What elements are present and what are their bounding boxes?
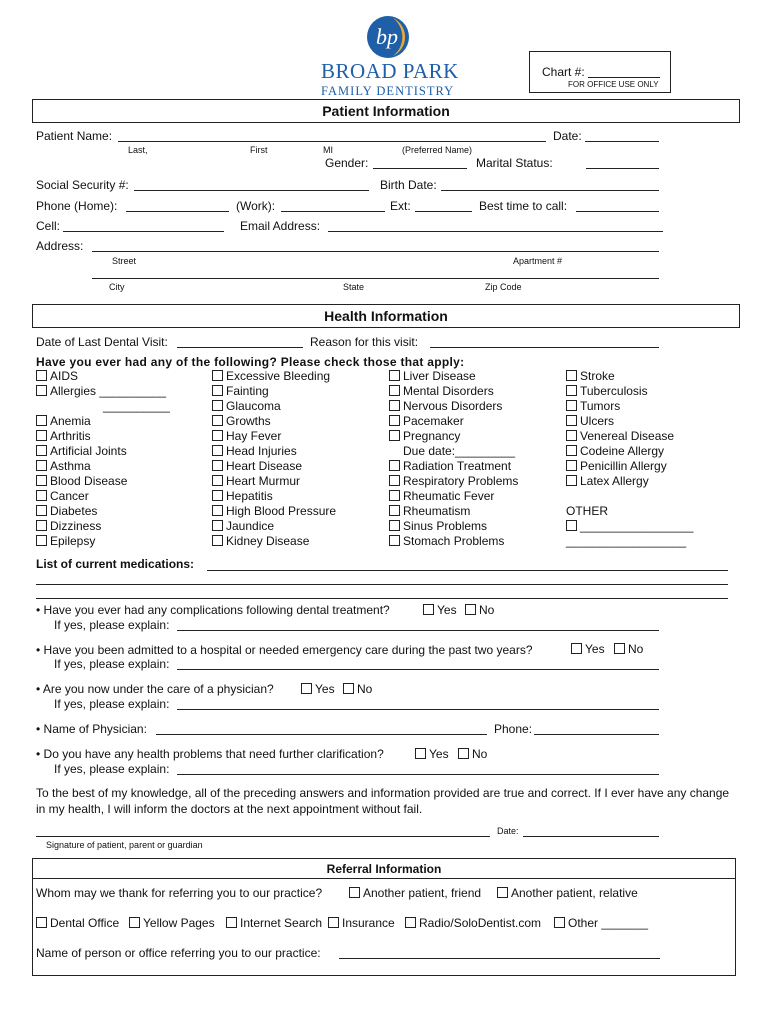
gender-label: Gender:: [325, 156, 369, 170]
referral-opt-relative[interactable]: Another patient, relative: [497, 886, 638, 900]
q2-text: • Have you been admitted to a hospital or needed emergency care during the past two years?: [36, 643, 533, 657]
checkbox[interactable]: [389, 490, 400, 501]
q1-text: • Have you ever had any complications following dental treatment?: [36, 603, 390, 617]
last-visit-field[interactable]: [177, 347, 303, 348]
condition-item[interactable]: Jaundice: [212, 519, 336, 534]
condition-item[interactable]: Ulcers: [566, 414, 693, 429]
referral-opt-internet[interactable]: Internet Search: [226, 916, 322, 930]
zip-label: Zip Code: [485, 282, 522, 292]
checkbox[interactable]: [36, 415, 47, 426]
ext-label: Ext:: [390, 199, 411, 213]
condition-item[interactable]: Head Injuries: [212, 444, 336, 459]
chart-box: [529, 51, 671, 93]
physician-phone-label: Phone:: [494, 722, 533, 736]
condition-item[interactable]: Hay Fever: [212, 429, 336, 444]
condition-item[interactable]: Mental Disorders: [389, 384, 518, 399]
checkbox[interactable]: [614, 643, 625, 654]
condition-item[interactable]: Rheumatic Fever: [389, 489, 518, 504]
q1-no[interactable]: No: [465, 603, 494, 617]
medications-label: List of current medications:: [36, 557, 195, 571]
condition-item[interactable]: Cancer: [36, 489, 170, 504]
logo-mark-icon: [365, 14, 411, 60]
q1-explain-field[interactable]: [177, 630, 659, 631]
checkbox[interactable]: [465, 604, 476, 615]
checkbox[interactable]: [566, 475, 577, 486]
medications-field-1[interactable]: [207, 570, 728, 571]
ext-field[interactable]: [415, 211, 472, 212]
condition-item[interactable]: Stomach Problems: [389, 534, 518, 549]
last-visit-label: Date of Last Dental Visit:: [36, 335, 168, 349]
physician-phone-field[interactable]: [534, 734, 659, 735]
conditions-col4: [566, 369, 693, 549]
checkbox[interactable]: [566, 415, 577, 426]
condition-item[interactable]: Liver Disease: [389, 369, 518, 384]
checkbox[interactable]: [389, 520, 400, 531]
checkbox[interactable]: [129, 917, 140, 928]
medications-field-2[interactable]: [36, 584, 728, 585]
condition-item[interactable]: Asthma: [36, 459, 170, 474]
checkbox[interactable]: [212, 460, 223, 471]
checkbox[interactable]: [212, 370, 223, 381]
chart-note: FOR OFFICE USE ONLY: [568, 80, 659, 89]
signature-field[interactable]: [36, 836, 490, 837]
checkbox[interactable]: [36, 535, 47, 546]
allergies-extra-line[interactable]: __________: [103, 399, 170, 413]
other-extra-line[interactable]: __________________: [566, 534, 687, 548]
checkbox[interactable]: [389, 400, 400, 411]
checkbox[interactable]: [301, 683, 312, 694]
checkbox[interactable]: [497, 887, 508, 898]
condition-item[interactable]: Blood Disease: [36, 474, 170, 489]
date-field[interactable]: [585, 141, 659, 142]
condition-item[interactable]: Nervous Disorders: [389, 399, 518, 414]
checkbox[interactable]: [389, 415, 400, 426]
marital-field[interactable]: [586, 168, 659, 169]
condition-item[interactable]: Tumors: [566, 399, 693, 414]
checkbox[interactable]: [36, 490, 47, 501]
referrer-name-field[interactable]: [339, 958, 660, 959]
checkbox[interactable]: [566, 520, 577, 531]
q5-explain-field[interactable]: [177, 774, 659, 775]
condition-item[interactable]: Pregnancy: [389, 429, 518, 444]
conditions-col1: [36, 369, 170, 549]
signature-label: Signature of patient, parent or guardian: [46, 840, 203, 850]
q3-explain-field[interactable]: [177, 709, 659, 710]
sub-last: Last,: [128, 145, 148, 155]
referral-opt-friend[interactable]: Another patient, friend: [349, 886, 481, 900]
referral-opt-insurance[interactable]: Insurance: [328, 916, 395, 930]
checkbox[interactable]: [212, 415, 223, 426]
condition-item[interactable]: Hepatitis: [212, 489, 336, 504]
condition-item[interactable]: Venereal Disease: [566, 429, 693, 444]
date-label: Date:: [553, 129, 582, 143]
referral-opt-yellow-pages[interactable]: Yellow Pages: [129, 916, 215, 930]
medications-field-3[interactable]: [36, 598, 728, 599]
state-label: State: [343, 282, 365, 292]
q2-explain-field[interactable]: [177, 669, 659, 670]
logo-line2: FAMILY DENTISTRY: [321, 84, 455, 98]
checkbox[interactable]: [566, 400, 577, 411]
q5-yes[interactable]: Yes: [415, 747, 449, 761]
condition-item[interactable]: Arthritis: [36, 429, 170, 444]
condition-item[interactable]: Tuberculosis: [566, 384, 693, 399]
condition-item[interactable]: Latex Allergy: [566, 474, 693, 489]
checkbox[interactable]: [212, 445, 223, 456]
checkbox[interactable]: [212, 505, 223, 516]
reason-label: Reason for this visit:: [310, 335, 419, 349]
checkbox[interactable]: [36, 505, 47, 516]
condition-item[interactable]: Epilepsy: [36, 534, 170, 549]
condition-item[interactable]: Excessive Bleeding: [212, 369, 336, 384]
q3-no[interactable]: No: [343, 682, 372, 696]
condition-item[interactable]: Artificial Joints: [36, 444, 170, 459]
ssn-label: Social Security #:: [36, 178, 129, 192]
condition-item[interactable]: High Blood Pressure: [212, 504, 336, 519]
logo-line1: BROAD PARK: [321, 59, 459, 83]
q3-explain-label: If yes, please explain:: [54, 697, 170, 711]
signature-date-field[interactable]: [523, 836, 659, 837]
condition-item[interactable]: Respiratory Problems: [389, 474, 518, 489]
condition-item[interactable]: Growths: [212, 414, 336, 429]
checkbox[interactable]: [415, 748, 426, 759]
checkbox[interactable]: [389, 430, 400, 441]
q3-yes[interactable]: Yes: [301, 682, 335, 696]
other-item[interactable]: _________________: [566, 519, 693, 534]
best-time-field[interactable]: [576, 211, 659, 212]
checkbox[interactable]: [566, 460, 577, 471]
conditions-question: Have you ever had any of the following? Please check those that apply:: [36, 355, 465, 369]
birth-field[interactable]: [441, 190, 659, 191]
q3-text: • Are you now under the care of a physician?: [36, 682, 274, 696]
checkbox[interactable]: [571, 643, 582, 654]
certification-statement: To the best of my knowledge, all of the preceding answers and information provided are true and correct. If I ever have any change in my health, I will inform the doctors at the next appointment without fail.: [36, 786, 730, 816]
street-label: Street: [112, 256, 137, 266]
chart-label: Chart #:: [542, 65, 585, 79]
patient-info-header: [32, 99, 740, 123]
gender-field[interactable]: [373, 168, 467, 169]
checkbox[interactable]: [212, 475, 223, 486]
referral-question: Whom may we thank for referring you to our practice?: [36, 886, 323, 900]
checkbox[interactable]: [212, 490, 223, 501]
referrer-name-label: Name of person or office referring you to our practice:: [36, 946, 321, 960]
referral-title: Referral Information: [326, 862, 442, 876]
condition-item[interactable]: Allergies __________: [36, 384, 170, 399]
chart-field[interactable]: [588, 77, 660, 78]
checkbox[interactable]: [36, 385, 47, 396]
checkbox[interactable]: [566, 385, 577, 396]
checkbox[interactable]: [349, 887, 360, 898]
condition-item[interactable]: Heart Disease: [212, 459, 336, 474]
checkbox[interactable]: [36, 370, 47, 381]
condition-item[interactable]: Sinus Problems: [389, 519, 518, 534]
city-label: City: [109, 282, 125, 292]
address-city-field[interactable]: [92, 278, 659, 279]
conditions-col3: [389, 369, 518, 549]
q2-explain-label: If yes, please explain:: [54, 657, 170, 671]
checkbox[interactable]: [212, 400, 223, 411]
q5-no[interactable]: No: [458, 747, 487, 761]
checkbox[interactable]: [389, 385, 400, 396]
sub-mi: MI: [323, 145, 333, 155]
address-label: Address:: [36, 239, 84, 253]
health-info-title: Health Information: [324, 308, 448, 324]
checkbox[interactable]: [389, 460, 400, 471]
sub-preferred: (Preferred Name): [402, 145, 473, 155]
address-street-field[interactable]: [92, 251, 659, 252]
condition-item[interactable]: Dizziness: [36, 519, 170, 534]
birth-label: Birth Date:: [380, 178, 437, 192]
condition-item[interactable]: Diabetes: [36, 504, 170, 519]
checkbox[interactable]: [36, 917, 47, 928]
condition-item[interactable]: Stroke: [566, 369, 693, 384]
condition-item[interactable]: Radiation Treatment: [389, 459, 518, 474]
checkbox[interactable]: [212, 520, 223, 531]
email-field[interactable]: [328, 231, 663, 232]
checkbox[interactable]: [226, 917, 237, 928]
checkbox[interactable]: [212, 535, 223, 546]
condition-item[interactable]: Glaucoma: [212, 399, 336, 414]
patient-name-label: Patient Name:: [36, 129, 113, 143]
checkbox[interactable]: [389, 370, 400, 381]
phone-home-label: Phone (Home):: [36, 199, 118, 213]
q5-explain-label: If yes, please explain:: [54, 762, 170, 776]
checkbox[interactable]: [423, 604, 434, 615]
best-time-label: Best time to call:: [479, 199, 568, 213]
reason-field[interactable]: [430, 347, 659, 348]
cell-field[interactable]: [63, 231, 224, 232]
cell-label: Cell:: [36, 219, 61, 233]
apartment-label: Apartment #: [513, 256, 563, 266]
referral-opt-radio[interactable]: Radio/SoloDentist.com: [405, 916, 541, 930]
due-date-field[interactable]: Due date:_________: [403, 444, 516, 458]
checkbox[interactable]: [212, 385, 223, 396]
phone-home-field[interactable]: [126, 211, 229, 212]
condition-item[interactable]: Fainting: [212, 384, 336, 399]
checkbox[interactable]: [566, 370, 577, 381]
condition-item[interactable]: Kidney Disease: [212, 534, 336, 549]
health-info-header: [32, 304, 740, 328]
checkbox[interactable]: [405, 917, 416, 928]
checkbox[interactable]: [328, 917, 339, 928]
condition-item[interactable]: Rheumatism: [389, 504, 518, 519]
checkbox[interactable]: [36, 475, 47, 486]
condition-item[interactable]: Pacemaker: [389, 414, 518, 429]
patient-info-title: Patient Information: [322, 103, 450, 119]
q2-yes[interactable]: Yes: [571, 642, 605, 656]
q1-explain-label: If yes, please explain:: [54, 618, 170, 632]
checkbox[interactable]: [566, 430, 577, 441]
q5-text: • Do you have any health problems that need further clarification?: [36, 747, 384, 761]
logo: [318, 14, 458, 100]
phone-work-field[interactable]: [281, 211, 385, 212]
q2-no[interactable]: No: [614, 642, 643, 656]
q1-yes[interactable]: Yes: [423, 603, 457, 617]
checkbox[interactable]: [389, 475, 400, 486]
checkbox[interactable]: [36, 460, 47, 471]
phone-work-label: (Work):: [236, 199, 276, 213]
checkbox[interactable]: [36, 520, 47, 531]
other-label: OTHER: [566, 504, 608, 518]
checkbox[interactable]: [389, 505, 400, 516]
conditions-col2: [212, 369, 336, 549]
sub-first: First: [250, 145, 268, 155]
condition-item[interactable]: Penicillin Allergy: [566, 459, 693, 474]
svg-text:bp: bp: [376, 24, 398, 49]
condition-item[interactable]: Codeine Allergy: [566, 444, 693, 459]
physician-name-field[interactable]: [156, 734, 487, 735]
referral-opt-dental-office[interactable]: Dental Office: [36, 916, 119, 930]
referral-opt-other[interactable]: Other _______: [554, 916, 648, 930]
checkbox[interactable]: [343, 683, 354, 694]
checkbox[interactable]: [554, 917, 565, 928]
physician-name-label: • Name of Physician:: [36, 722, 147, 736]
condition-item[interactable]: Heart Murmur: [212, 474, 336, 489]
ssn-field[interactable]: [134, 190, 369, 191]
checkbox[interactable]: [458, 748, 469, 759]
signature-date-label: Date:: [497, 826, 519, 836]
condition-item[interactable]: Anemia: [36, 414, 170, 429]
checkbox[interactable]: [212, 430, 223, 441]
patient-name-field[interactable]: [118, 141, 546, 142]
referral-section: [32, 858, 736, 976]
marital-label: Marital Status:: [476, 156, 553, 170]
checkbox[interactable]: [36, 445, 47, 456]
checkbox[interactable]: [566, 445, 577, 456]
email-label: Email Address:: [240, 219, 321, 233]
condition-item[interactable]: AIDS: [36, 369, 170, 384]
checkbox[interactable]: [36, 430, 47, 441]
checkbox[interactable]: [389, 535, 400, 546]
